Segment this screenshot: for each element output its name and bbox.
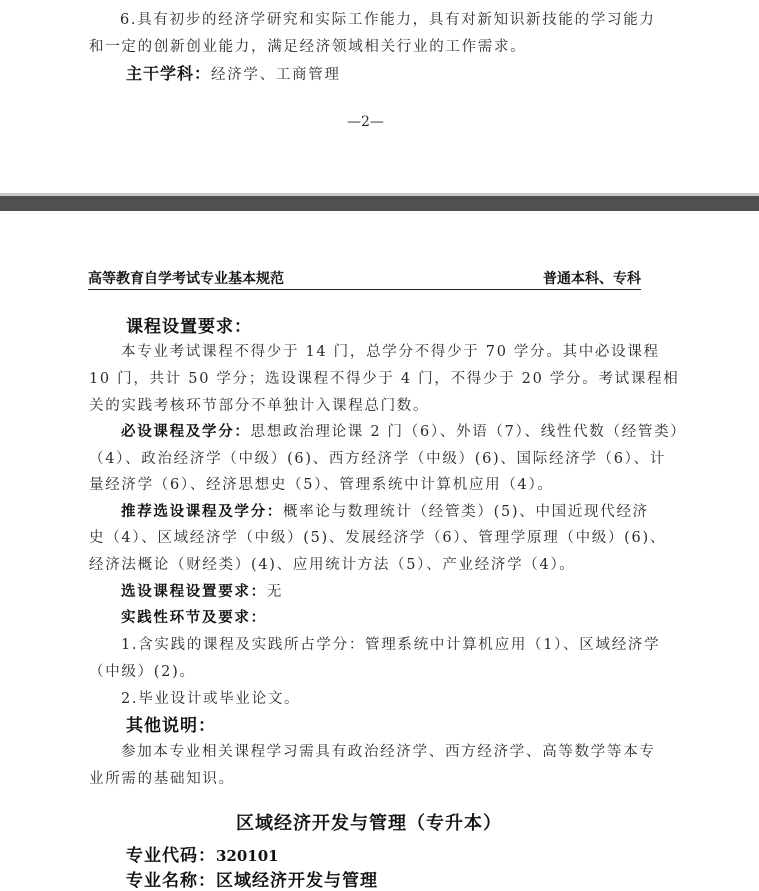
required-text1: 思想政治理论课 2 门（6）、外语（7）、线性代数（经管类） [250,424,687,440]
practice-item1-line2: （中级）(2)。 [89,664,196,680]
practice-item2: 2.毕业设计或毕业论文。 [121,691,301,707]
major-code-label: 专业代码： [126,846,216,866]
major-code-value: 320101 [216,847,279,865]
main-subject-label: 主干学科： [126,64,212,83]
other-heading: 其他说明： [126,716,216,736]
course-req-heading: 课程设置要求： [126,317,252,337]
practice-label: 实践性环节及要求： [121,609,267,626]
course-req-line2: 10 门，共计 50 学分；选设课程不得少于 4 门，不得少于 20 学分。考试课程相 [89,371,680,387]
recommended-text1: 概率论与数理统计（经管类）(5)、中国近现代经济 [283,504,649,520]
objective-6-line2: 和一定的创新创业能力，满足经济领域相关行业的工作需求。 [89,39,527,55]
other-line2: 业所需的基础知识。 [89,771,235,787]
required-line1 [121,420,687,441]
elective-line [121,580,283,601]
practice-item1-line1: 1.含实践的课程及实践所占学分：管理系统中计算机应用（1）、区域经济学 [121,637,661,653]
recommended-line1 [121,500,649,521]
major-name-partial: 专业名称：区域经济开发与管理 [126,871,378,891]
recommended-label: 推荐选设课程及学分： [121,503,283,520]
page-number: —2— [347,114,384,130]
required-line2: （4）、政治经济学（中级）(6)、西方经济学（中级）(6)、国际经济学（6）、计 [89,451,667,467]
main-subject [126,61,341,84]
objective-6-line1: 6.具有初步的经济学研究和实际工作能力，具有对新知识新技能的学习能力 [120,12,656,28]
next-major-title: 区域经济开发与管理（专升本） [236,813,502,834]
required-label: 必设课程及学分： [121,423,251,440]
course-req-line1: 本专业考试课程不得少于 14 门，总学分不得少于 70 学分。其中必设课程 [121,344,660,360]
other-line1: 参加本专业相关课程学习需具有政治经济学、西方经济学、高等数学等本专 [121,744,656,760]
header-left: 高等教育自学考试专业基本规范 [88,271,284,287]
recommended-line3: 经济法概论（财经类）(4)、应用统计方法（5）、产业经济学（4）。 [89,557,576,573]
recommended-line2: 史（4）、区域经济学（中级）(5)、发展经济学（6）、管理学原理（中级）(6)、 [89,530,667,546]
header-right: 普通本科、专科 [543,271,641,287]
page-gap [0,196,759,211]
header-rule [88,289,641,290]
main-subject-value: 经济学、工商管理 [211,67,341,83]
elective-value: 无 [266,584,284,600]
major-code [126,841,279,866]
elective-label: 选设课程设置要求： [121,583,267,600]
course-req-line3: 关的实践考核环节部分不单独计入课程总门数。 [89,398,430,414]
required-line3: 量经济学（6）、经济思想史（5）、管理系统中计算机应用（4）。 [89,477,554,493]
